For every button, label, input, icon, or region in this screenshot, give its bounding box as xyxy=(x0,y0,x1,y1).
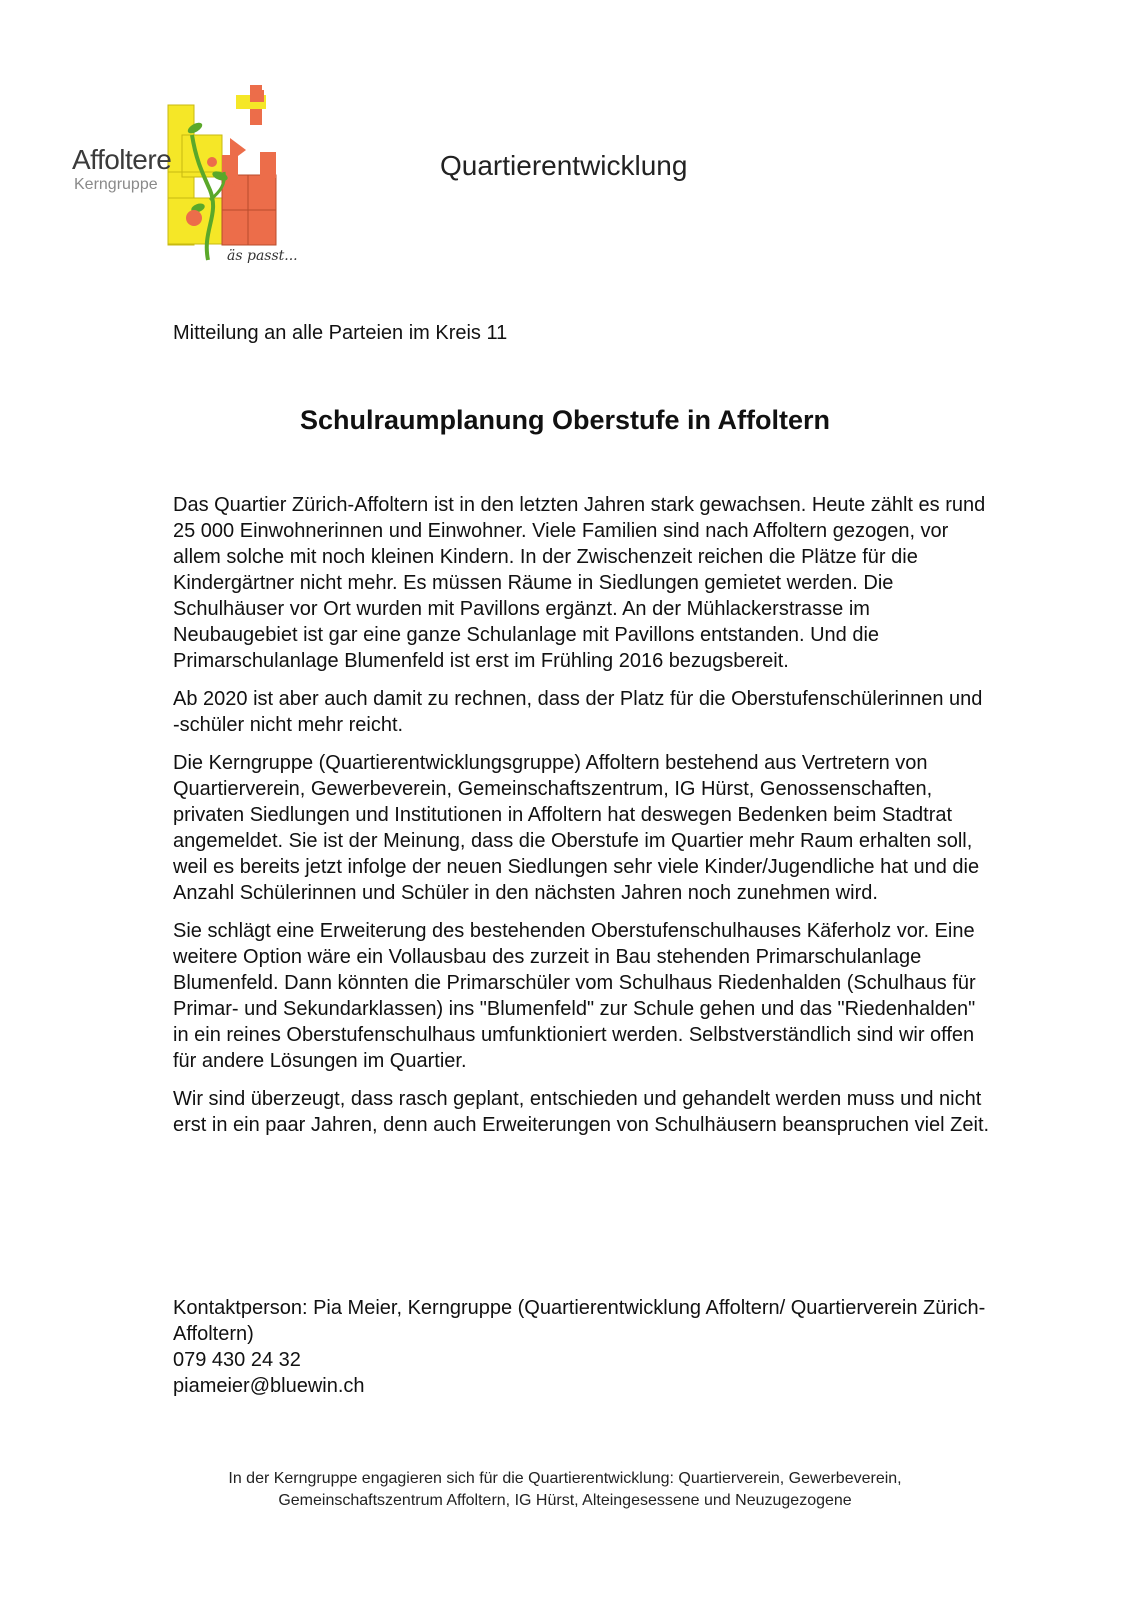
paragraph: Ab 2020 ist aber auch damit zu rechnen, dass der Platz für die Oberstufenschülerinnen und -schüler nicht mehr reicht. xyxy=(173,688,983,736)
logo-name: Affoltere xyxy=(72,144,172,175)
paragraph: Wir sind überzeugt, dass rasch geplant, entschieden und gehandelt werden muss und nicht erst in ein paar Jahren, denn auch Erweiterungen von Schulhäusern beanspruchen viel Zeit. xyxy=(173,1088,990,1136)
contact-person: Kontaktperson: Pia Meier, Kerngruppe (Quartierentwicklung Affoltern/ Quartierverein Zürich-Affoltern) xyxy=(173,1297,986,1345)
footer-line: Gemeinschaftszentrum Affoltern, IG Hürst, Alteingesessene und Neuzugezogene xyxy=(278,1492,852,1509)
contact-block xyxy=(173,1295,1033,1399)
paragraph: Das Quartier Zürich-Affoltern ist in den letzten Jahren stark gewachsen. Heute zählt es rund 25 000 Einwohnerinnen und Einwohner. Viele Familien sind nach Affoltern gezogen, vor allem solche mit noch kleinen Kindern. In der Zwischenzeit reichen die Plätze für die Kindergärtner nicht mehr. Es müssen Räume in Siedlungen gemietet werden. Die Schulhäuser vor Ort wurden mit Pavillons ergänzt. An der Mühlackerstrasse im Neubaugebiet ist gar eine ganze Schulanlage mit Pavillons entstanden. Und die Primarschulanlage Blumenfeld ist erst im Frühling 2016 bezugsbereit. xyxy=(173,494,986,672)
logo-subtitle: Kerngruppe xyxy=(74,176,158,193)
contact-phone: 079 430 24 32 xyxy=(173,1349,301,1371)
footer xyxy=(0,1468,1130,1512)
header-title: Quartierentwicklung xyxy=(440,150,688,181)
notice-line: Mitteilung an alle Parteien im Kreis 11 xyxy=(173,322,508,344)
paragraph: Sie schlägt eine Erweiterung des bestehenden Oberstufenschulhauses Käferholz vor. Eine weitere Option wäre ein Vollausbau des zurzeit in Bau stehenden Primarschulanlage Blumenfeld. Dann könnten die Primarschüler vom Schulhaus Riedenhalden (Schulhaus für Primar- und Sekundarklassen) ins "Blumenfeld" zur Schule gehen und das "Riedenhalden" in ein reines Oberstufenschulhaus umfunktioniert werden. Selbstverständlich sind wir offen für andere Lösungen im Quartier. xyxy=(173,920,976,1072)
paragraph: Die Kerngruppe (Quartierentwicklungsgruppe) Affoltern bestehend aus Vertretern von Quartierverein, Gewerbeverein, Gemeinschaftszentrum, IG Hürst, Genossenschaften, privaten Siedlungen und Institutionen in Affoltern hat deswegen Bedenken beim Stadtrat angemeldet. Sie ist der Meinung, dass die Oberstufe im Quartier mehr Raum erhalten soll, weil es bereits jetzt infolge der neuen Siedlungen sehr viele Kinder/Jugendliche hat und die Anzahl Schülerinnen und Schüler in den nächsten Jahren noch zunehmen wird. xyxy=(173,752,980,904)
logo-tagline: äs passt... xyxy=(227,248,298,264)
contact-email: piameier@bluewin.ch xyxy=(173,1375,365,1397)
logo xyxy=(70,80,310,280)
footer-line: In der Kerngruppe engagieren sich für die Quartierentwicklung: Quartierverein, Gewerbeverein, xyxy=(228,1470,902,1487)
document-body xyxy=(173,492,993,1150)
document-title: Schulraumplanung Oberstufe in Affoltern xyxy=(299,405,831,435)
